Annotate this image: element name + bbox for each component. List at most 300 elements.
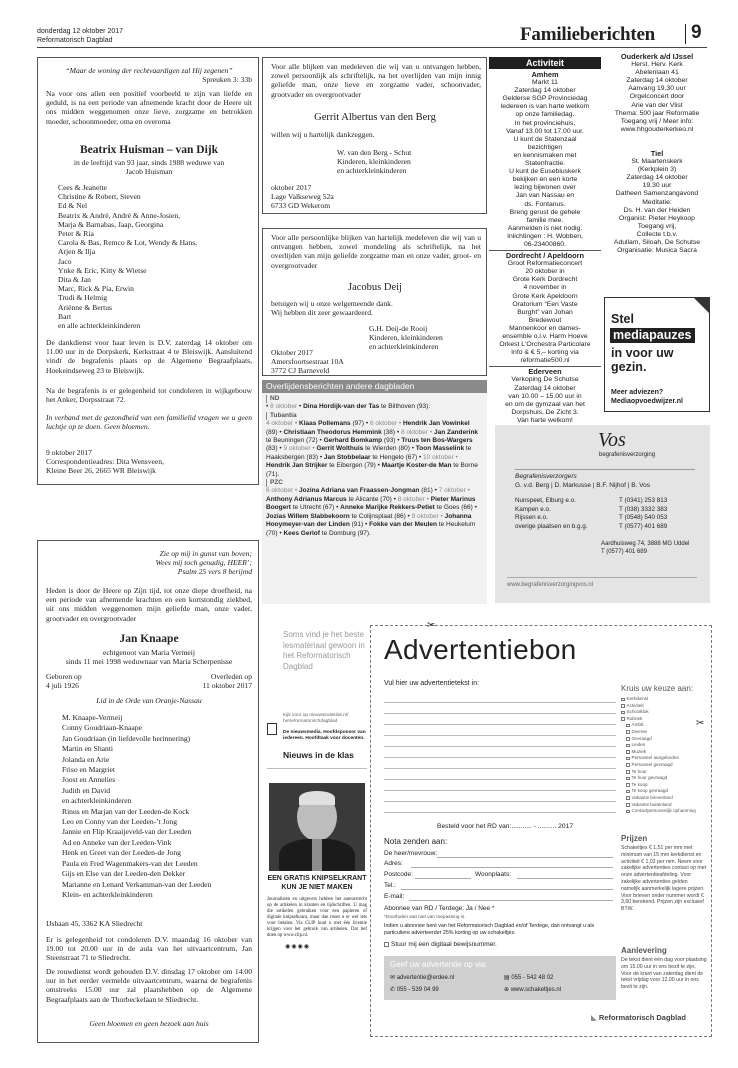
vos-row	[515, 506, 695, 515]
ad-text-line[interactable]	[384, 802, 616, 813]
family-line: Leo en Conny van der Leeden-’t Jong	[62, 817, 177, 827]
choice-option[interactable]	[621, 722, 707, 729]
agenda-line: 19.30 uur	[642, 182, 672, 190]
thanks-2: Wij hebben dit zeer gewaardeerd.	[271, 308, 373, 317]
agenda-line: Toegang vrij,	[637, 222, 677, 230]
choice-option[interactable]	[621, 742, 707, 749]
rd-logo-text: Reformatorisch Dagblad	[598, 1013, 686, 1022]
addr-2: Amersfoortsestraat 10A	[271, 357, 344, 366]
obit-info: (89) •	[266, 428, 284, 436]
activity-line: U kunt de Eusebiuskerk	[509, 168, 581, 176]
choice-option[interactable]	[621, 736, 707, 743]
form-title: Advertentiebon	[384, 634, 577, 665]
addr-2: Correspondentieadres: Dita Wensveen,	[46, 457, 164, 466]
addr-3: Kleine Beer 26, 2665 WR Bleiswijk	[46, 466, 156, 475]
obit-name: Maartje Koster-de Man	[381, 462, 452, 470]
agenda-line: Organist: Pieter Heykoop	[619, 214, 695, 222]
email-value: advertentie@erdee.nl	[396, 975, 455, 981]
ad-text-line[interactable]	[384, 747, 616, 758]
choice-label: Schoolklok	[626, 709, 649, 715]
family-line: Marja & Barnabas, Jaap, Georgina	[58, 219, 164, 229]
activity-line: ds. Fontanus.	[524, 200, 566, 208]
activity-line: bezichtigen	[527, 143, 563, 151]
activity-header: Activiteit	[489, 57, 601, 69]
choice-option[interactable]	[621, 775, 707, 782]
ad-text-line[interactable]	[384, 736, 616, 747]
agenda-line: Collecte t.b.v.	[636, 230, 678, 238]
vos-rule-2	[507, 577, 697, 578]
choice-option[interactable]	[621, 788, 707, 795]
field-city-input[interactable]	[517, 878, 613, 879]
family-line: Martin en Shanti	[62, 744, 114, 754]
vos-row	[515, 497, 695, 506]
activity-line: Dorpshuis, De Zicht 3.	[511, 408, 579, 416]
ad-text-line[interactable]	[384, 714, 616, 725]
activity-place: Amhem	[531, 70, 559, 79]
klas-brand: Nieuws in de klas	[283, 750, 354, 760]
vos-locations	[515, 497, 695, 531]
choice-checkbox[interactable]	[626, 737, 630, 741]
activity-line: Van harte welkom!	[517, 416, 573, 424]
agenda-line: Aanvang 19.30 uur	[628, 85, 686, 93]
obituary-knaape	[37, 540, 259, 1043]
choice-checkbox[interactable]	[626, 783, 630, 787]
activity-line: Zaterdag 14 oktober	[514, 384, 576, 392]
choice-option[interactable]	[621, 696, 707, 703]
subscriber-question[interactable]: Abonnee van RD / Terdege: Ja / Nee *	[384, 905, 495, 912]
ad-text-line[interactable]	[384, 758, 616, 769]
contact-box	[384, 956, 616, 1000]
family-line: Jannie en Flip Kraaijeveld-van der Leeden	[62, 827, 192, 837]
obit-info: te Beuningen (72) •	[266, 437, 324, 445]
activity-line: Jan van Nassau en	[515, 192, 575, 200]
no-flowers: Geen bloemen en geen bezoek aan huis	[89, 1019, 209, 1028]
obit-info: te Wierden (80) •	[363, 445, 416, 453]
choice-option[interactable]	[621, 703, 707, 710]
activity-line: Bredewout	[528, 316, 562, 324]
media-l4: gezin.	[611, 360, 647, 374]
thanks-text: Voor alle blijken van medeleven die wij van u ontvangen hebben, zowel persoonlijk als schriftelijk, na het overlijden van mijn innig geliefde man, onze lieve en zorgzame vader, schoonvader, grootvader en overgrootvader	[271, 62, 481, 99]
choice-checkbox[interactable]	[621, 698, 625, 702]
activity-line: Aanmelden is niet nodig.	[507, 224, 583, 232]
order-note: Lid in de Orde van Oranje-Nassau	[96, 696, 202, 705]
vos-rule	[515, 469, 695, 470]
ad-text-line[interactable]	[384, 703, 616, 714]
vos-phone: T (038) 3332 383	[619, 505, 668, 513]
activity-line: Inlichtingen : H. Wobben,	[507, 232, 583, 240]
choice-checkbox[interactable]	[626, 770, 630, 774]
field-address-input[interactable]	[411, 867, 613, 868]
addr-2: Lage Valkseweg 52a	[271, 192, 334, 201]
choice-option[interactable]	[621, 795, 707, 802]
obit-name: Gerrit Wolthuis	[316, 445, 364, 453]
header-divider	[685, 24, 686, 44]
choice-checkbox[interactable]	[626, 724, 630, 728]
family-line: Ariënne & Bertus	[58, 302, 112, 312]
born-date: 4 juli 1926	[46, 681, 79, 690]
choice-label: Leiden	[631, 742, 646, 748]
field-email-input[interactable]	[409, 900, 613, 901]
name-sub-1: in de leeftijd van 93 jaar, sinds 1988 weduwe van	[73, 158, 225, 167]
family-line: Marianne en Lenard Verkamman-van der Leeden	[62, 879, 212, 889]
nd-label: ND	[266, 395, 279, 403]
family-line: Gijs en Else van der Leeden-den Dekker	[62, 869, 186, 879]
choice-label: Personeel aangeboden	[631, 755, 680, 761]
agenda-place: Ouderkerk a/d IJssel	[620, 52, 694, 61]
addr-3: 3772 CJ Barneveld	[271, 366, 330, 375]
health-note: In verband met de gezondheid van een familielid vragen we u geen luchtje op te doen. Geen bloemen.	[46, 413, 252, 432]
tel-value: 055 - 539 04 99	[396, 987, 439, 993]
agenda-line: Datheen Samenzangavond	[615, 190, 699, 198]
field-tel-label: Tel.:	[384, 882, 396, 889]
obit-date: 6 oktober •	[266, 487, 299, 495]
other-obituaries-title: Overlijdensberichten andere dagbladen	[262, 380, 487, 393]
sign-2: Kinderen, kleinkinderen	[337, 157, 411, 166]
obit-info: (81) •	[419, 487, 439, 495]
vos-tagline: begrafenisverzorging	[599, 452, 656, 458]
family-line: Paula en Fred Wagenmakers-van der Leeden	[62, 858, 198, 868]
choice-label: Te huur	[631, 768, 647, 774]
obit-date: 7 oktober •	[438, 487, 470, 495]
choice-heading: Kruis uw keuze aan:	[621, 684, 694, 693]
media-advice: Meer adviezen?	[611, 389, 664, 396]
activity-line: Statenfractie.	[524, 160, 566, 168]
digital-proof-checkbox[interactable]	[384, 942, 389, 947]
vos-region: overige plaatsen en b.g.g.	[515, 522, 588, 530]
family-line: Jolanda en Arie	[62, 754, 110, 764]
vos-row	[515, 523, 695, 532]
family-line: Christine & Robert, Steven	[58, 192, 141, 202]
family-line: Jan Goudriaan (in liefdevolle herinnering)	[62, 733, 191, 743]
family-line: Klein- en achterkleinkinderen	[62, 889, 153, 899]
header-paper: Reformatorisch Dagblad	[37, 37, 113, 44]
family-line: Joost en Annelies	[62, 775, 116, 785]
klas-logo-icon	[267, 723, 277, 735]
nd-section: ND • 8 oktober • Dina Hordijk-van der Tas te Bilthoven (93). Tubantia 4 oktober • Klaas Pollemans (97) • 6 oktober • Hendrik Jan Vowinkel (89) • Christiaan Theodorus Hemmink (38) • 8 oktober • Jan Zanderink te Beuningen (72) • Gerhard Bomkamp (93) • Truus ten Bos-Wargers (83) • 9 oktober • Gerrit Wolthuis te Wierden (80) • Toon Masselink te Haaksbergen (83) • Jan Stobbelaar te Hengelo (67) • 10 oktober • Hendrik Jan Strijker te Eibergen (79) • Maartje Koster-de Man te Borne (71). PZC 6 oktober • Jozina Adriana van Fraassen-Jongman (81) • 7 oktober • Anthony Adrianus Marcus te Alicante (70) • 8 oktober • Pieter Marinus Boogert te Utrecht (67) • Anneke Marijke Rekkers-Petiet te Goes (66) • Jozias Willem Slabbekoorn te Colijnsplaat (86) • 9 oktober • Johanna Hooymeyer-van der Linden (91) • Fokke van der Meulen te Heukelum (70) • Kees Gerlof te Domburg (97).	[266, 395, 483, 538]
discount-text: Indien u abonnee bent van het Reformatorisch Dagblad en/of Terdege, dan ontvangt u als particuliere adverteerder 25% korting op uw schakeltjes.	[384, 923, 595, 936]
choice-checkbox[interactable]	[626, 750, 630, 754]
tubantia-text	[266, 420, 483, 479]
quote: “Maar de woning der rechtvaardigen zal Hij zegenen”	[65, 66, 233, 75]
vos-logo: Vos	[598, 429, 626, 451]
activity-place: Dordrecht / Apeldoorn	[505, 251, 585, 261]
activity-line: Zaterdag 14 oktober	[514, 87, 576, 95]
died-label: Overleden op	[210, 672, 252, 681]
media-site[interactable]: Mediaopvoedwijzer.nl	[611, 398, 683, 405]
contact-email[interactable]: ✉ advertentie@erdee.nl	[390, 975, 455, 981]
obit-name: Klaas Pollemans	[299, 420, 351, 428]
obit-date: 8 oktober •	[397, 495, 431, 503]
ad-text-line[interactable]	[384, 725, 616, 736]
choice-option[interactable]	[621, 769, 707, 776]
section-title: Familieberichten	[520, 24, 656, 45]
klas-rule	[267, 768, 367, 769]
activity-line: 4 november in	[523, 284, 567, 292]
digital-proof-label: Stuur mij een digitaal bewijsnummer.	[391, 941, 497, 948]
vos-site[interactable]: www.begrafenisverzorgingvos.nl	[507, 582, 594, 588]
choice-label: Diverse	[631, 728, 648, 734]
agenda-line: www.hhgouderkerkeo.nl	[620, 125, 694, 133]
contact-tel: ✆ 055 - 539 04 99	[390, 987, 439, 993]
scissors-icon: ✂	[427, 620, 436, 631]
activity-line: ledereen is van harte welkom	[500, 103, 590, 111]
obit-name: Truus ten Bos-Wargers	[401, 437, 473, 445]
vos-region: Nunspeet, Elburg e.o.	[515, 497, 576, 504]
obit-name: Kees Gerlof	[283, 529, 320, 537]
activity-line: Verkoping De Schutse	[511, 376, 579, 384]
header-rule	[37, 47, 707, 48]
activity-column	[489, 57, 601, 425]
clip-icons: ◉◉◉◉	[285, 944, 310, 950]
agenda-line: St. Maartenskerk	[631, 158, 683, 166]
choice-option[interactable]	[621, 762, 707, 769]
agenda-line: Thema: 500 jaar Reformatie	[614, 109, 700, 117]
activity-line: In het provinciehuis,	[514, 119, 576, 127]
family-line: M. Knaape-Vermeij	[62, 713, 123, 722]
sign-3: en achterkleinkinderen	[369, 342, 439, 351]
obit-date: 6 oktober •	[369, 420, 403, 428]
prices-text: Schakeltjes € 1,51 per mm met minimum van 15 mm kerkdienst en activiteit € 1,02 per mm. Neem voor zakelijke advertenties contact op met onze advertentieafdeling. Voor zakelijke advertenties gelden namelijk aanmerkelijk lagere prijzen. Voor brieven onder nummer wordt € 3,60 berekend. Prijzen zijn exclusief BTW.	[621, 845, 707, 913]
obit-name: Hendrik Jan Strijker	[266, 462, 328, 470]
intro-text: Na voor ons allen een positief voorbeeld te zijn van liefde en geduld, is na een periode van afnemende kracht door de Heere uit ons midden weggenomen onze lieve, zorgzame en betrokken moeder, schoonmoeder, oma en overoma	[46, 89, 252, 126]
choice-option[interactable]	[621, 802, 707, 809]
pzc-text	[266, 487, 483, 537]
choice-option[interactable]	[621, 709, 707, 716]
field-postcode-label: Postcode:	[384, 871, 413, 878]
obit-info: te Domburg (97).	[319, 529, 371, 537]
vos-heading: Begrafenisverzorgers	[515, 473, 577, 480]
obituary-huisman	[37, 57, 259, 485]
sign-2: Kinderen, kleinkinderen	[369, 333, 443, 342]
field-name-label: De heer/mevrouw:	[384, 850, 438, 857]
page-number: 9	[691, 22, 702, 43]
quote-3: Psalm 25 vers 8 berijmd	[177, 567, 252, 576]
activity-line: lezing bijwonen over	[514, 184, 576, 192]
family-list	[58, 183, 254, 330]
fax-value: 055 - 542 48 02	[511, 975, 554, 981]
activity-place: Ederveen	[528, 367, 562, 377]
choice-checkbox[interactable]	[626, 757, 630, 761]
sign-3: en achterkleinkinderen	[337, 166, 407, 175]
activity-line: op onze familiedag.	[515, 111, 575, 119]
field-email-label: E-mail:	[384, 893, 405, 900]
agenda-line: Ds. H. van der Heiden	[623, 206, 691, 214]
delivery-text: De tekst dient één dag voor plaatsing om 15.00 uur in ons bezit te zijn. Voor de krant van zaterdag dient de tekst vrijdag voor 12.00 uur in ons bezit te zijn.	[621, 957, 707, 991]
vos-tel: T (0577) 401 689	[601, 549, 647, 555]
ad-text-line[interactable]	[384, 780, 616, 791]
obit-name: Anneke Marijke Rekkers-Petiet	[340, 504, 435, 512]
delivery-heading: Aanlevering	[621, 946, 667, 955]
activity-line: Grote Kerk Dordrecht	[512, 276, 578, 284]
family-line: en achterkleinkinderen	[62, 796, 132, 806]
addr-3: 6733 GD Wekerom	[271, 201, 331, 210]
klas-caption-1: EEN GRATIS KNIPSELKRANT	[267, 875, 367, 882]
family-line: Judith en David	[62, 785, 111, 795]
family-line: Peter & Ria	[58, 229, 94, 239]
obit-name: Pieter Marinus Boogert	[266, 495, 476, 512]
vos-address: Aardhuisweg 74, 3888 MG Uddel	[601, 541, 690, 547]
choice-checkbox[interactable]	[626, 730, 630, 734]
field-address-label: Adres:	[384, 860, 403, 867]
choice-checkbox[interactable]	[626, 810, 630, 814]
obit-name: Anthony Adrianus Marcus	[266, 495, 347, 503]
choice-label: Personeel gevraagd	[631, 761, 673, 767]
choice-option[interactable]	[621, 749, 707, 756]
choice-label: Ambtl.	[631, 722, 645, 728]
deceased-name: Gerrit Albertus van den Berg	[314, 112, 436, 123]
deceased-name: Jacobus Deij	[348, 282, 402, 293]
footnote: *Doorhalen wat niet van toepassing is.	[384, 915, 466, 920]
choice-label: Te koop gevraagd	[631, 788, 669, 794]
choice-checkbox[interactable]	[626, 777, 630, 781]
activity-line: Gelderse SGP Provinciedag	[502, 95, 588, 103]
family-line: Rinus en Marjan van der Leeden-de Kock	[62, 806, 190, 816]
ad-text-line[interactable]	[384, 769, 616, 780]
choice-checkbox[interactable]	[626, 796, 630, 800]
thanks-deij	[262, 228, 487, 376]
vos-region: Rijssen e.o.	[515, 514, 548, 522]
family-line: Ynke & Eric, Kitty & Wietse	[58, 265, 147, 275]
contact-heading: Geef uw advertentie op via:	[390, 960, 488, 969]
choice-list	[621, 696, 707, 815]
activity-line: Vanaf 13.00 tot 17.00 uur.	[506, 127, 584, 135]
family-line: Conny Goudriaan-Knaape	[62, 723, 142, 733]
activity-line: 06-23400860.	[524, 240, 566, 248]
activity-line: Breng gerust de gehele	[509, 208, 581, 216]
family-line: Cees & Jeanette	[58, 183, 107, 192]
activity-line: Info & € 5,– korting via	[511, 349, 579, 357]
obit-name: Jan Zanderink	[433, 428, 479, 436]
family-line: Marc, Rick & Pia, Erwin	[58, 284, 134, 294]
obit-name: Christiaan Theodorus Hemmink	[283, 428, 382, 436]
choice-checkbox[interactable]	[626, 803, 630, 807]
agenda-line: (Kerkplein 3)	[637, 166, 677, 174]
rd-logo	[591, 1013, 686, 1022]
family-line: Bart	[58, 311, 72, 321]
agenda-line: Meditatie:	[642, 198, 672, 206]
vos-ad	[495, 425, 710, 603]
corner-mark	[693, 297, 709, 313]
activity-line: 20 oktober in	[525, 268, 565, 276]
vos-people: G. v.d. Berg | D. Markusse | B.F. Nijhof | B. Vos	[515, 482, 650, 489]
nieuws-in-de-klas-ad	[263, 625, 369, 1033]
obit-name: Jozias Willem Slabbekoorn	[266, 512, 350, 520]
prices-heading: Prijzen	[621, 834, 648, 843]
klas-caption-2: KUN JE NIET MAKEN	[281, 884, 353, 891]
obit-name: Johanna Hooymeyer-van der Linden	[266, 512, 472, 529]
obit-info: te Goes (66) •	[434, 504, 477, 512]
digital-proof[interactable]	[384, 941, 497, 948]
agenda-line: Zaterdag 14 oktober	[626, 77, 688, 85]
choice-checkbox[interactable]	[621, 717, 625, 721]
choice-label: Contactpersonenlijk ophanming	[631, 808, 696, 814]
obit-date: 4 oktober •	[266, 420, 299, 428]
klas-bold: De nieuwsmedia. Hoofdsponsor van iedereen. Hoofdtaak voor docenten.	[283, 730, 366, 741]
choice-checkbox[interactable]	[621, 704, 625, 708]
activity-line: en om de gymzaal van het	[505, 400, 585, 408]
rd-logo-icon: ◣	[591, 1013, 597, 1022]
family-line: Dita & Jan	[58, 275, 91, 285]
obit-info: (83) •	[266, 445, 284, 453]
obit-name: Fokke van der Meulen	[369, 521, 437, 529]
choice-label: Te koop	[631, 781, 648, 787]
family-line: Arjen & Ilja	[58, 247, 96, 257]
agenda-line: Arie van der Vlist	[631, 101, 683, 109]
contact-fax: ▤ 055 - 542 48 02	[504, 975, 554, 981]
activity-line: Oratorium “Een Vaste	[512, 300, 578, 308]
choice-option[interactable]	[621, 755, 707, 762]
deceased-name: Beatrix Huisman – van Dijk	[79, 144, 218, 156]
ad-text-line[interactable]	[384, 791, 616, 802]
activity-line: en kennismaken met	[513, 151, 577, 159]
family-list	[62, 713, 256, 900]
choice-option[interactable]	[621, 729, 707, 736]
klas-small: Kijk voor op nieuwsindeklas.nl/ hetreformatorischdagblad	[283, 713, 349, 724]
ad-text-area[interactable]	[384, 692, 616, 813]
choice-label: Gevraagd	[631, 735, 652, 741]
obit-info: (93) •	[382, 437, 402, 445]
activity-line: Grote Kerk Apeldoorn	[512, 292, 578, 300]
choice-option[interactable]	[621, 782, 707, 789]
agenda-line: Organisatie: Musica Sacra	[617, 247, 697, 255]
obit-info: te Eibergen (79) •	[327, 462, 382, 470]
condolence-text: Na de begrafenis is er gelegenheid tot condoleren in wijkgebouw het Anker, Dorpsstraat 72.	[46, 386, 252, 405]
agenda-line: Toegang vrij / Meer info:	[620, 117, 694, 125]
choice-label: Muziek	[631, 748, 647, 754]
contact-web[interactable]: ⊕ www.schakeltjes.nl	[504, 987, 562, 993]
choice-checkbox[interactable]	[626, 744, 630, 748]
media-l1: Stel	[611, 312, 634, 326]
choice-checkbox[interactable]	[621, 711, 625, 715]
ordered-for: Besteld voor het RD van:........... - .......... 2017	[437, 823, 574, 830]
activity-line: U kunt de Statenzaal	[513, 135, 577, 143]
vos-row	[515, 514, 695, 523]
born-label: Geboren op	[46, 672, 82, 681]
pzc-label: PZC	[266, 479, 283, 487]
family-line: Ad en Anneke van der Leeden-Vink	[62, 837, 172, 847]
obit-name: Gerhard Bomkamp	[323, 437, 383, 445]
ad-text-line[interactable]	[384, 692, 616, 703]
choice-label: Vakantie buitenland	[631, 801, 672, 807]
quote-2: Wees mij toch genadig, HEER’;	[155, 558, 252, 567]
choice-checkbox[interactable]	[626, 763, 630, 767]
thanks-line: willen wij u hartelijk dankzeggen.	[271, 130, 375, 139]
choice-label: Vakantie binnenland	[631, 794, 673, 800]
family-line: Beatrix & André, André & Anne-Josien,	[58, 210, 181, 220]
activity-line: ensemble o.l.v. Harm Hoeve	[502, 333, 588, 340]
family-line: Trudi & Helmig	[58, 293, 108, 303]
address: IJsbaan 45, 3362 KA Sliedrecht	[46, 919, 143, 928]
quote-ref: Spreuken 3: 33b	[202, 75, 252, 84]
addr-1: Oktober 2017	[271, 348, 313, 357]
sign-1: W. van den Berg - Schut	[337, 148, 412, 157]
field-name-input[interactable]	[437, 857, 613, 858]
agenda-line: Abelenlaan 41	[635, 69, 679, 77]
family-line: Ed & Nel	[58, 201, 88, 211]
obit-info: te Colijnsplaat (86) •	[349, 512, 412, 520]
died-date: 11 oktober 2017	[202, 681, 252, 690]
intro-text: Heden is door de Heere op Zijn tijd, tot onze diepe droefheid, na een periode van afnemende krachten en een kortstondig ziekbed, uit ons midden weggenomen mijn geliefde man, onze vader, grootvader en overgrootvader	[46, 586, 252, 623]
choice-option[interactable]	[621, 716, 707, 723]
klas-text: Soms vind je het beste lesmateriaal gewoon in het Reformatorisch Dagblad	[283, 630, 365, 671]
obit-date: 9 oktober •	[411, 512, 445, 520]
choice-option[interactable]	[621, 808, 707, 815]
family-line: Henk en Greet van der Leeden-de Jong	[62, 848, 181, 858]
field-tel-input[interactable]	[401, 889, 613, 890]
field-postcode-input[interactable]	[415, 878, 471, 879]
activity-line: bekijken en een korte	[512, 176, 578, 184]
choice-checkbox[interactable]	[626, 790, 630, 794]
